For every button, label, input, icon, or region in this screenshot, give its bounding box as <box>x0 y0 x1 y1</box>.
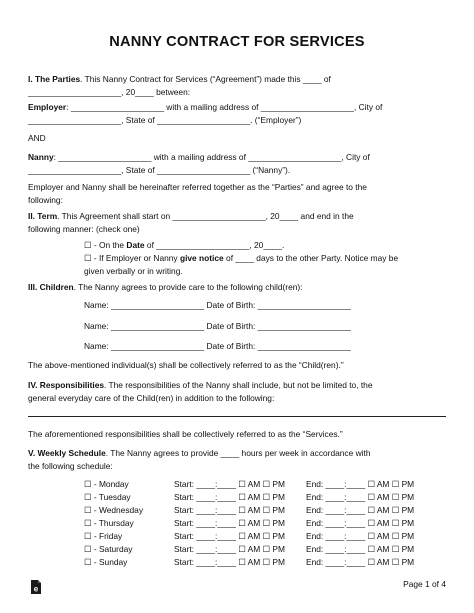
end-time-thursday[interactable]: End: ____:____ ☐ AM ☐ PM <box>306 518 415 528</box>
parties-line-2: ____________________, 20____ between: <box>28 87 191 97</box>
parties-together-paragraph: Employer and Nanny shall be hereinafter referred together as the “Parties” and agree to the following: <box>28 182 367 205</box>
employer-paragraph <box>28 101 448 127</box>
responsibilities-summary: The aforementioned responsibilities shall be collectively referred to as the “Services.” <box>28 429 343 439</box>
schedule-row-friday <box>84 530 444 543</box>
start-time-monday[interactable]: Start: ____:____ ☐ AM ☐ PM <box>174 479 285 489</box>
parties-paragraph <box>28 73 448 99</box>
schedule-line-2: the following schedule: <box>28 461 113 471</box>
child-row-3: Name: ____________________ Date of Birth: ____________________ <box>84 341 351 351</box>
term-option-date[interactable]: ☐ - On the Date of ____________________, 20____. <box>84 240 285 250</box>
responsibilities-line-1: IV. Responsibilities. The responsibilities of the Nanny shall include, but not be limited to, the <box>28 380 373 390</box>
children-heading: III. Children <box>28 282 74 292</box>
end-time-saturday[interactable]: End: ____:____ ☐ AM ☐ PM <box>306 544 415 554</box>
responsibilities-heading: IV. Responsibilities <box>28 380 105 390</box>
start-time-friday[interactable]: Start: ____:____ ☐ AM ☐ PM <box>174 531 285 541</box>
start-time-wednesday[interactable]: Start: ____:____ ☐ AM ☐ PM <box>174 505 285 515</box>
schedule-row-tuesday <box>84 491 444 504</box>
end-time-wednesday[interactable]: End: ____:____ ☐ AM ☐ PM <box>306 505 415 515</box>
term-line-2: following manner: (check one) <box>28 224 140 234</box>
eforms-logo-icon <box>30 579 42 595</box>
day-checkbox-tuesday[interactable]: ☐ - Tuesday <box>84 492 131 502</box>
start-time-sunday[interactable]: Start: ____:____ ☐ AM ☐ PM <box>174 557 285 567</box>
start-time-saturday[interactable]: Start: ____:____ ☐ AM ☐ PM <box>174 544 285 554</box>
schedule-row-sunday <box>84 556 444 569</box>
employer-line-1: Employer: ____________________ with a mailing address of ____________________, City of <box>28 102 383 112</box>
end-time-friday[interactable]: End: ____:____ ☐ AM ☐ PM <box>306 531 415 541</box>
nanny-line-2: ____________________, State of ____________________ (“Nanny”). <box>28 165 291 175</box>
term-paragraph <box>28 210 448 236</box>
children-summary: The above-mentioned individual(s) shall be collectively referred to as the “Child(ren).” <box>28 360 344 370</box>
schedule-row-saturday <box>84 543 444 556</box>
child-row-1: Name: ____________________ Date of Birth: ____________________ <box>84 300 351 310</box>
day-checkbox-saturday[interactable]: ☐ - Saturday <box>84 544 133 554</box>
start-time-tuesday[interactable]: Start: ____:____ ☐ AM ☐ PM <box>174 492 285 502</box>
schedule-row-monday <box>84 478 444 491</box>
responsibilities-line-2: general everyday care of the Child(ren) in addition to the following: <box>28 393 275 403</box>
day-checkbox-sunday[interactable]: ☐ - Sunday <box>84 557 128 567</box>
schedule-table <box>84 478 444 569</box>
term-line-1: II. Term. This Agreement shall start on ____________________, 20____ and end in the <box>28 211 354 221</box>
schedule-row-wednesday <box>84 504 444 517</box>
end-time-monday[interactable]: End: ____:____ ☐ AM ☐ PM <box>306 479 415 489</box>
children-paragraph: III. Children. The Nanny agrees to provide care to the following child(ren): <box>28 282 303 292</box>
nanny-label: Nanny <box>28 152 54 162</box>
page-number: Page 1 of 4 <box>403 579 446 589</box>
end-time-tuesday[interactable]: End: ____:____ ☐ AM ☐ PM <box>306 492 415 502</box>
schedule-heading: V. Weekly Schedule <box>28 448 106 458</box>
and-text: AND <box>28 133 46 143</box>
day-checkbox-wednesday[interactable]: ☐ - Wednesday <box>84 505 144 515</box>
child-row-2: Name: ____________________ Date of Birth: ____________________ <box>84 321 351 331</box>
term-heading: II. Term <box>28 211 58 221</box>
schedule-row-thursday <box>84 517 444 530</box>
start-time-thursday[interactable]: Start: ____:____ ☐ AM ☐ PM <box>174 518 285 528</box>
day-checkbox-friday[interactable]: ☐ - Friday <box>84 531 123 541</box>
parties-heading: I. The Parties <box>28 74 81 84</box>
nanny-paragraph <box>28 151 448 177</box>
schedule-paragraph <box>28 447 448 473</box>
responsibilities-paragraph <box>28 379 448 405</box>
end-time-sunday[interactable]: End: ____:____ ☐ AM ☐ PM <box>306 557 415 567</box>
responsibilities-blank-line[interactable] <box>28 416 446 417</box>
term-option-notice[interactable]: ☐ - If Employer or Nanny give notice of ____ days to the other Party. Notice may be given verbally or in writing. <box>84 253 399 276</box>
employer-line-2: ____________________, State of ____________________. (“Employer”) <box>28 115 302 125</box>
parties-line-1: I. The Parties. This Nanny Contract for Services (“Agreement”) made this ____ of <box>28 74 331 84</box>
nanny-line-1: Nanny: ____________________ with a mailing address of ____________________, City of <box>28 152 370 162</box>
schedule-line-1: V. Weekly Schedule. The Nanny agrees to provide ____ hours per week in accordance with <box>28 448 371 458</box>
day-checkbox-thursday[interactable]: ☐ - Thursday <box>84 518 134 528</box>
day-checkbox-monday[interactable]: ☐ - Monday <box>84 479 129 489</box>
document-title: NANNY CONTRACT FOR SERVICES <box>109 34 365 50</box>
svg-text:e: e <box>33 584 39 594</box>
employer-label: Employer <box>28 102 67 112</box>
